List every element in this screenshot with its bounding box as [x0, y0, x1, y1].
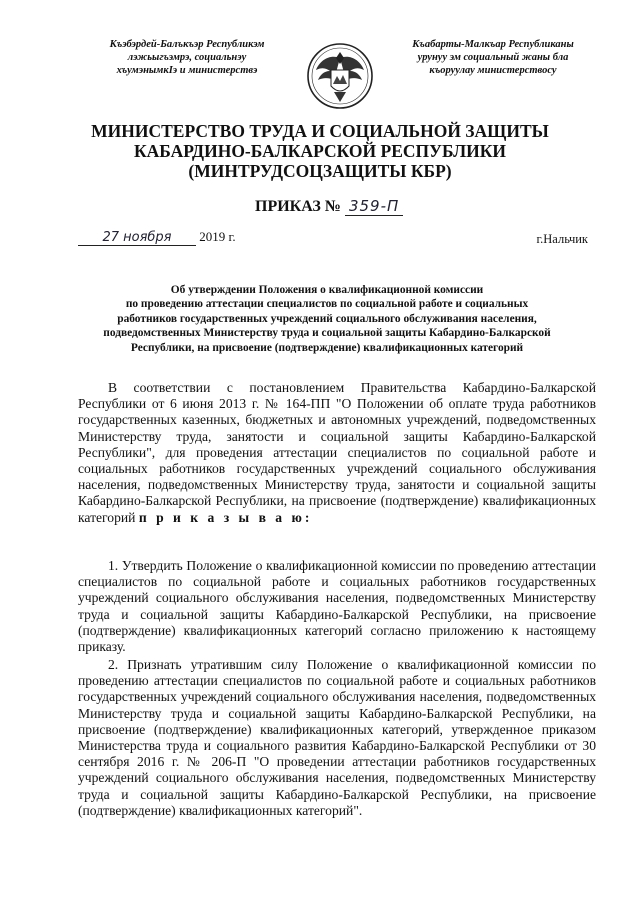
- subject-line: подведомственных Министерству труда и социальной защиты Кабардино-Балкарской: [103, 327, 551, 340]
- item-2-paragraph: 2. Признать утратившим силу Положение о квалификационной комиссии по проведению аттестации специалистов по социальной работе и социальных работников государственных учреждений социального обслуживания населения, подведомственных Министерству труда и социальной защиты Кабардино-Балкарской Республики, на присвоение (подтверждение) квалификационных категорий, утвержденное приказом Министерства труда и социального развития Кабардино-Балкарской Республики от 30 сентября 2016 г. № 206-П "О проведении аттестации работников государственных учреждений социального обслуживания населения, подведомственных Министерству труда и социальной защиты Кабардино-Балкарской Республики, на присвоение (подтверждение) квалификационных категорий".: [78, 657, 596, 818]
- header-right-line: урунуу эм социальный жаны бла: [417, 52, 569, 63]
- header-left-line: Къэбэрдей-Балъкъэр Республикэм: [109, 39, 265, 50]
- subject-line: Республики, на присвоение (подтверждение) квалификационных категорий: [130, 341, 524, 354]
- order-title-label: ПРИКАЗ №: [255, 198, 341, 215]
- order-subject: [92, 283, 562, 355]
- ministry-line: МИНИСТЕРСТВО ТРУДА И СОЦИАЛЬНОЙ ЗАЩИТЫ: [91, 121, 549, 141]
- order-word: п р и к а з ы в а ю:: [138, 509, 313, 525]
- subject-line: работников государственных учреждений социального обслуживания населения,: [117, 312, 537, 325]
- header-right-balkar: [398, 38, 588, 77]
- order-city: г.Нальчик: [536, 232, 588, 246]
- date-year: 2019 г.: [199, 229, 236, 244]
- subject-line: по проведению аттестации специалистов по социальной работе и социальных: [125, 298, 529, 311]
- order-heading: [255, 197, 403, 216]
- header-right-line: къоруулау министерствосу: [429, 65, 557, 76]
- preamble-paragraph: [78, 380, 596, 526]
- coat-of-arms-emblem: [300, 40, 380, 112]
- ministry-line: (МИНТРУДСОЦЗАЩИТЫ КБР): [188, 161, 452, 181]
- subject-line: Об утверждении Положения о квалификационной комиссии: [170, 284, 484, 296]
- header-right-line: Къабарты-Малкъар Республиканы: [412, 39, 574, 50]
- preamble-text: В соответствии с постановлением Правительства Кабардино-Балкарской Республики от 6 июня 2013 г. № 164-ПП "О Положении об оплате труда работников государственных казенных, бюджетных и автономных учреждений, подведомственных Министерству труда, занятости и социальной защиты Кабардино-Балкарской Республики", для проведения аттестации специалистов по социальной работе и социальных работников государственных учреждений социального обслуживания населения, подведомственных Министерству труда, занятости и социальной защиты Кабардино-Балкарской Республики, на присвоение (подтверждение) квалификационных категорий: [78, 380, 596, 525]
- date-handwritten: 27 ноября: [78, 230, 196, 246]
- item-1-paragraph: 1. Утвердить Положение о квалификационной комиссии по проведению аттестации специалистов по социальной работе и социальных работников государственных учреждений социального обслуживания населения, подведомственных Министерству труда и социальной защиты Кабардино-Балкарской Республики, на присвоение (подтверждение) квалификационных категорий согласно приложению к настоящему приказу.: [78, 558, 596, 655]
- header-left-line: хъумэнымкIэ и министерствэ: [116, 65, 258, 76]
- ministry-line: КАБАРДИНО-БАЛКАРСКОЙ РЕСПУБЛИКИ: [133, 141, 507, 161]
- order-number-handwritten: 359-П: [345, 197, 403, 216]
- header-left-kabardian: [84, 38, 290, 77]
- ministry-title: [80, 121, 560, 181]
- order-date: [78, 229, 236, 246]
- header-left-line: лэжьыгъэмрэ, социальнэу: [127, 52, 247, 63]
